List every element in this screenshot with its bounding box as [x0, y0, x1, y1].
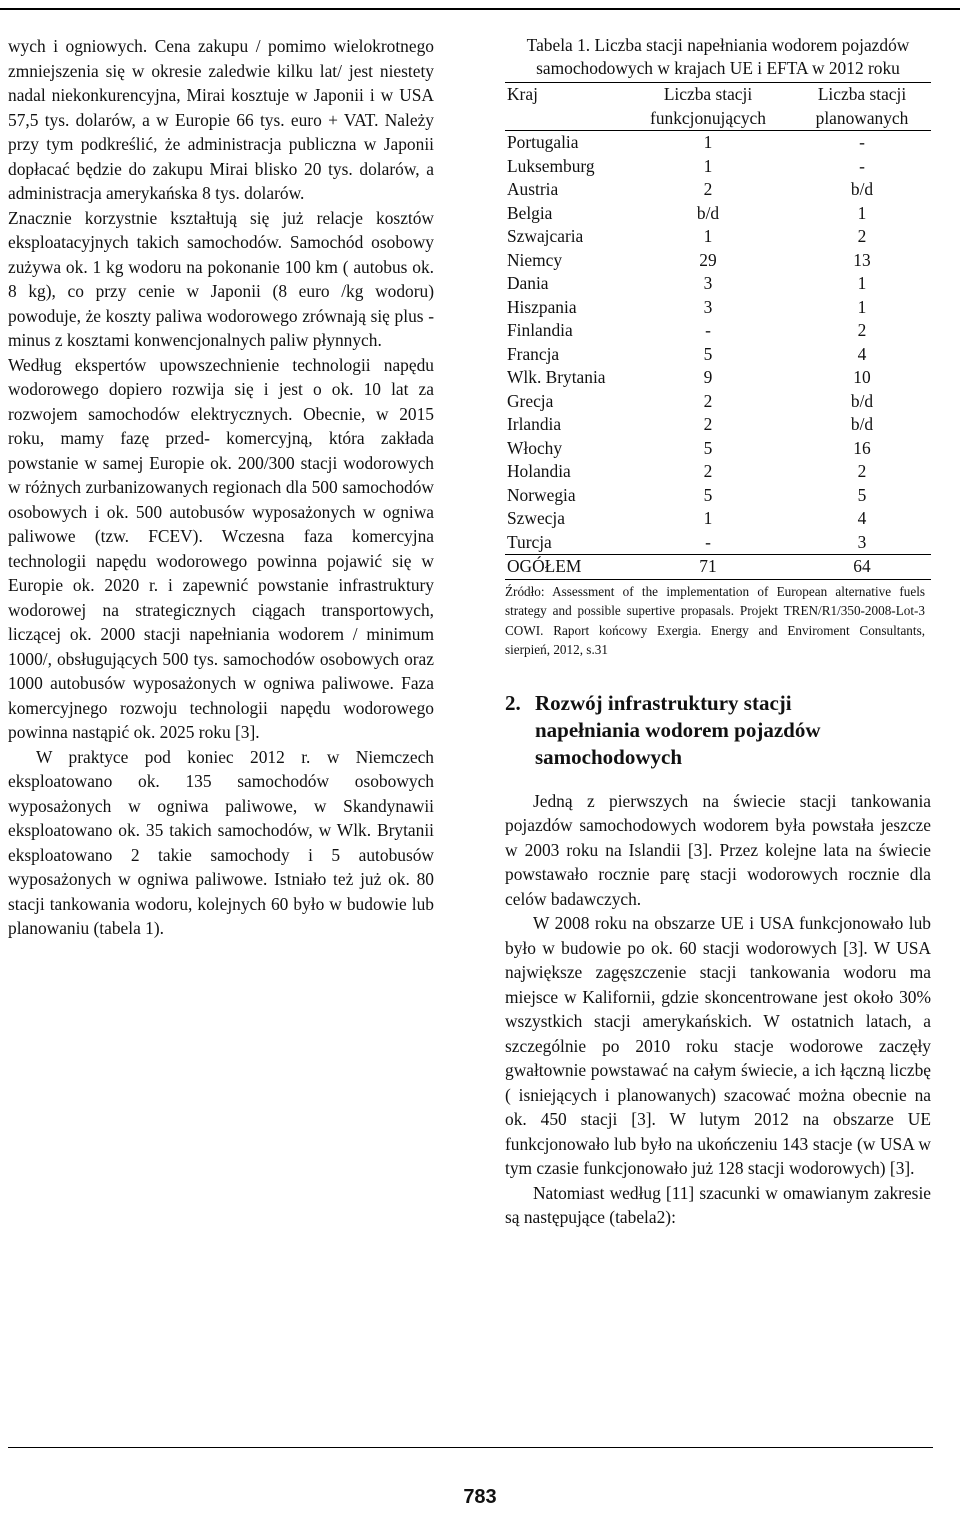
table-row: [505, 202, 931, 226]
country-cell: Szwajcaria: [507, 226, 584, 246]
table-row: [505, 155, 931, 179]
table-row: [505, 296, 931, 320]
total-label: OGÓŁEM: [505, 555, 623, 580]
table-row: [505, 437, 931, 461]
planned-cell: -: [859, 155, 865, 176]
country-cell: Norwegia: [507, 484, 576, 505]
header-planned: Liczba stacji planowanych: [793, 83, 931, 131]
planned-cell: 4: [857, 508, 867, 528]
table-row: [505, 178, 931, 202]
table-row: [505, 319, 931, 343]
section-title: Rozwój infrastruktury stacji napełniania wodorem pojazdów samochodowych: [535, 690, 821, 769]
table-row: [505, 131, 931, 155]
left-paragraph-2: Znacznie korzystnie kształtują się już relacje kosztów eksploatacyjnych takich samochodów. Samochód osobowy zużywa ok. 1 kg wodoru na pokonanie 100 km ( autobus ok. 8 kg), co przy cenie w Japonii (8 euro /kg wodoru) powoduje, że koszty paliwa wodorowego zrównają się plus - minus z kosztami konwencjonalnych paliw płynnych.: [8, 207, 434, 350]
left-column: [8, 34, 434, 941]
planned-cell: 1: [857, 273, 867, 293]
right-column: [505, 34, 931, 1230]
country-cell: Niemcy: [507, 249, 563, 270]
planned-cell: b/d: [850, 414, 874, 434]
country-cell: Belgia: [507, 202, 553, 223]
table-row: [505, 390, 931, 414]
section-heading: [505, 690, 931, 771]
header-country: Kraj: [505, 83, 623, 131]
planned-cell: 2: [857, 320, 867, 340]
table-row: [505, 249, 931, 273]
operating-cell: 1: [703, 226, 713, 246]
country-cell: Finlandia: [507, 320, 573, 340]
section-paragraph-1: Jedną z pierwszych na świecie stacji tankowania pojazdów samochodowych wodorem była powstała jeszcze w 2003 roku na Islandii [3]. Przez kolejne lata na świecie powstawało rocznie parę stacji wodorowych rocznie dla celów badawczych.: [505, 790, 931, 909]
country-cell: Austria: [507, 179, 559, 199]
table-source: Źródło: Assessment of the implementation of European alternative fuels strategy and possible supertive propasals. Projekt TREN/R1/350-2008-Lot-3 COWI. Raport końcowy Exergia. Energy and Enviroment Consultants, sierpień, 2012, s.31: [505, 583, 925, 657]
country-cell: Włochy: [507, 437, 563, 458]
stations-table: [505, 82, 931, 580]
table-total-row: [505, 555, 931, 580]
operating-cell: 5: [703, 484, 713, 505]
operating-cell: 2: [703, 390, 713, 411]
operating-cell: 5: [703, 343, 713, 364]
table-row: [505, 460, 931, 484]
table-row: [505, 413, 931, 437]
section-number: 2.: [505, 690, 521, 715]
planned-cell: 2: [857, 461, 867, 481]
planned-cell: 3: [857, 531, 867, 552]
left-paragraph-3: Według ekspertów upowszechnienie technologii napędu wodorowego dopiero rozwija się i jest o ok. 10 lat za rozwojem samochodów elektrycznych. Obecnie, w 2015 roku, mamy fazę przed- komercyjną, która zakłada powstanie w samej Europie ok. 200/300 stacji wodorowych w różnych zurbanizowanych regionach dla 500 samochodów osobowych i ok. 500 autobusów wyposażonych w ogniwa paliwowe (tzw. FCEV). Wczesna faza komercyjna technologii napędu wodorowego powinna pojawić się w Europie ok. 2020 r. i zapewnić powstanie infrastruktury wodorowej na strategicznych ciągach transportowych, liczącej ok. 2000 stacji napełniania wodorem / minimum 1000/, obsługujących 500 tys. samochodów osobowych oraz 1000 autobusów wyposażonych w ogniwa paliwowe. Faza komercyjnego rozwoju technologii napędu wodorowego powinna nastąpić ok. 2025 roku [3].: [8, 354, 434, 742]
table-row: [505, 366, 931, 390]
country-cell: Dania: [507, 273, 549, 293]
country-cell: Francja: [507, 343, 560, 364]
table-row: [505, 484, 931, 508]
planned-cell: 1: [857, 296, 867, 317]
operating-cell: 3: [703, 273, 713, 293]
country-cell: Szwecja: [507, 508, 565, 528]
table-row: [505, 507, 931, 531]
country-cell: Wlk. Brytania: [507, 367, 606, 387]
country-cell: Irlandia: [507, 414, 562, 434]
operating-cell: 2: [703, 414, 713, 434]
planned-cell: -: [859, 132, 865, 152]
total-planned: 64: [793, 555, 931, 580]
operating-cell: 9: [703, 367, 713, 387]
table-row: [505, 343, 931, 367]
country-cell: Luksemburg: [507, 155, 595, 176]
country-cell: Holandia: [507, 461, 571, 481]
operating-cell: 2: [703, 461, 713, 481]
operating-cell: b/d: [696, 202, 720, 223]
operating-cell: 1: [703, 132, 713, 152]
operating-cell: 29: [699, 249, 717, 270]
operating-cell: 3: [703, 296, 713, 317]
top-rule: [0, 8, 960, 10]
table-header-row: [505, 83, 931, 131]
table-caption: Tabela 1. Liczba stacji napełniania wodorem pojazdów samochodowych w krajach UE i EFTA w 2012 roku: [526, 35, 910, 78]
left-paragraph-1: wych i ogniowych. Cena zakupu / pomimo wielokrotnego zmniejszenia się w okresie zaledwie kilku lat/ jest niestety nadal niekonkurencyjna, Mirai kosztuje w Japonii i w USA 57,5 tys. dolarów, a w Europie 66 tys. euro + VAT. Należy przy tym podkreślić, że administracja publiczna w Japonii dopłacać będzie do zakupu Mirai blisko 20 tys. dolarów, a administracja amerykańska 8 tys. dolarów.: [8, 36, 434, 203]
operating-cell: 5: [703, 437, 713, 458]
table-row: [505, 531, 931, 555]
planned-cell: 2: [857, 226, 867, 246]
section-paragraph-2: W 2008 roku na obszarze UE i USA funkcjonowało lub było w budowie po ok. 60 stacji wodorowych [3]. W USA największe zagęszczenie stacji tankowania wodoru ma miejsce w Kalifornii, gdzie skoncentrowane jest około 30% wszystkich stacji amerykańskich. W ostatnich latach, a szczególnie po 2010 roku stacje wodorowe zaczęły gwałtownie powstawać na całym świecie, a ich łączną liczbę ( isniejących i planowanych) szacować można obecnie na ok. 450 stacji [3]. W lutym 2012 na obszarze UE funkcjonowało lub było na ukończeniu 143 stacje (w USA w tym czasie funkcjonowało już 128 stacji wodorowych) [3].: [505, 913, 931, 1178]
country-cell: Portugalia: [507, 132, 579, 152]
operating-cell: 1: [703, 508, 713, 528]
operating-cell: -: [705, 531, 711, 552]
table-row: [505, 272, 931, 296]
planned-cell: 10: [853, 367, 871, 387]
country-cell: Turcja: [507, 531, 552, 552]
operating-cell: 1: [703, 155, 713, 176]
section-paragraph-3: Natomiast według [11] szacunki w omawianym zakresie są następujące (tabela2):: [505, 1182, 931, 1227]
page-number: 783: [463, 1486, 497, 1508]
operating-cell: -: [705, 320, 711, 340]
operating-cell: 2: [703, 179, 713, 199]
header-operating: Liczba stacji funkcjonujących: [623, 83, 793, 131]
footer-rule: [8, 1447, 933, 1448]
left-paragraph-4: W praktyce pod koniec 2012 r. w Niemczech eksploatowano ok. 135 samochodów osobowych wyposażonych w ogniwa paliwowe, w Skandynawii eksploatowano ok. 35 takich samochodów, w Wlk. Brytanii eksploatowano 2 takie samochody i 5 autobusów wyposażonych w ogniwa paliwowe. Istniało też już ok. 80 stacji tankowania wodoru, kolejnych 60 było w budowie lub planowaniu (tabela 1).: [8, 746, 434, 938]
planned-cell: 16: [853, 437, 871, 458]
total-operating: 71: [623, 555, 793, 580]
planned-cell: b/d: [850, 390, 874, 411]
country-cell: Hiszpania: [507, 296, 577, 317]
planned-cell: 1: [857, 202, 867, 223]
country-cell: Grecja: [507, 390, 554, 411]
table-row: [505, 225, 931, 249]
planned-cell: 4: [857, 343, 867, 364]
planned-cell: b/d: [850, 179, 874, 199]
planned-cell: 5: [857, 484, 867, 505]
planned-cell: 13: [853, 249, 871, 270]
